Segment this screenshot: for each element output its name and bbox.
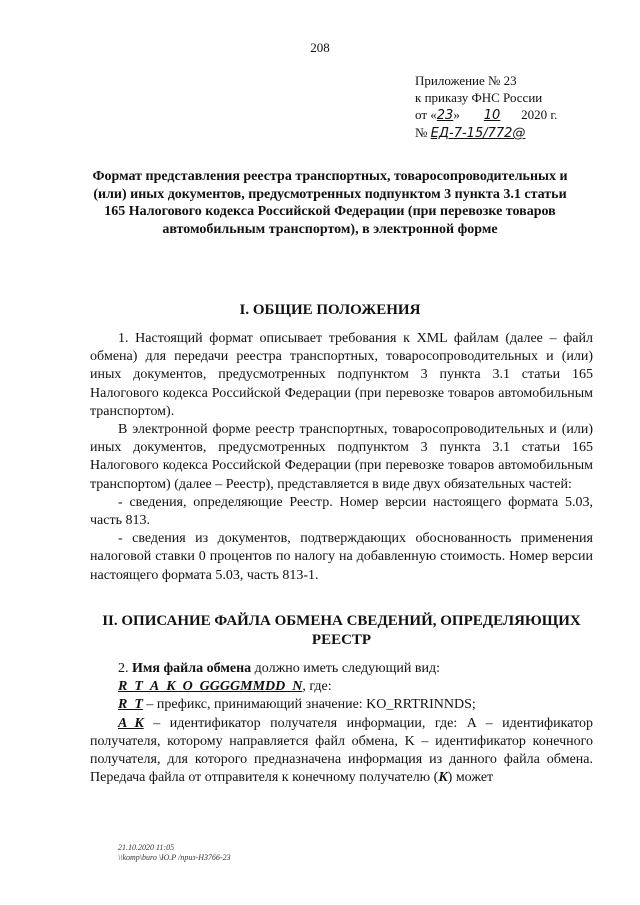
ak-code: A_K bbox=[118, 715, 144, 731]
date-day-handwritten: 23 bbox=[436, 108, 454, 123]
order-number-handwritten: ЕД-7-15/772@ bbox=[430, 126, 526, 141]
page-number: 208 bbox=[310, 40, 330, 55]
date-year: 2020 bbox=[521, 107, 548, 122]
file-name-term: Имя файла обмена bbox=[132, 661, 252, 676]
section-2-heading: II. ОПИСАНИЕ ФАЙЛА ОБМЕНА СВЕДЕНИЙ, ОПРЕДЕЛЯЮЩИХ РЕЕСТР bbox=[102, 613, 581, 648]
document-title: Формат представления реестра транспортных, товаросопроводительных и (или) иных документов, предусмотренных подпунктом 3 пункта 3.1 статьи 165 Налогового кодекса Российской Федерации (при перевозке товаров автомобильным транспортом), в электронной форме bbox=[92, 169, 568, 237]
pattern-suffix: , где: bbox=[302, 679, 332, 695]
prefix-definition bbox=[90, 696, 593, 714]
appendix-line-2: к приказу ФНС России bbox=[415, 90, 543, 105]
file-name-pattern-line bbox=[90, 678, 593, 696]
appendix-date-line bbox=[415, 106, 605, 124]
appendix-line-1: Приложение № 23 bbox=[415, 73, 517, 88]
date-prefix: от bbox=[415, 107, 428, 122]
number-prefix: № bbox=[415, 125, 428, 140]
footer-path: \\komp\buro \Ю.Р /приз-НЗ766-23 bbox=[118, 853, 231, 862]
appendix-block bbox=[415, 72, 605, 142]
file-name-pattern: R_T_A_K_O_GGGGMMDD_N bbox=[118, 679, 303, 695]
section-1-paragraph-4: - сведения из документов, подтверждающих обоснованность применения налоговой ставки 0 процентов по налогу на добавленную стоимость. Номер версии настоящего формата 5.03, часть 813-1. bbox=[90, 531, 593, 583]
date-month-handwritten: 10 bbox=[483, 108, 501, 123]
date-open-quote: « bbox=[430, 107, 437, 122]
section-2-body bbox=[90, 660, 593, 787]
appendix-number-line bbox=[415, 124, 605, 142]
paragraph-number: 2. bbox=[118, 661, 129, 676]
recipient-definition bbox=[90, 715, 593, 788]
section-1-heading: I. ОБЩИЕ ПОЛОЖЕНИЯ bbox=[239, 302, 421, 318]
section-1-paragraph-3: - сведения, определяющие Реестр. Номер версии настоящего формата 5.03, часть 813. bbox=[90, 494, 593, 529]
ak-definition-end: ) может bbox=[447, 770, 494, 786]
date-close-quote: » bbox=[453, 107, 460, 122]
section-1-paragraph-2: В электронной форме реестр транспортных, товаросопроводительных и (или) иных документов, предусмотренных подпунктом 3 пункта 3.1 статьи 165 Налогового кодекса Российской Федерации (при перевозке товаров автомобильным транспортом) (далее – Реестр), представляется в виде двух обязательных частей: bbox=[90, 422, 593, 492]
section-1-paragraph-1: 1. Настоящий формат описывает требования к XML файлам (далее – файл обмена) для передачи реестра транспортных, товаросопроводительных и (или) иных документов, предусмотренных подпунктом 3 пункта 3.1 статьи 165 Налогового кодекса Российской Федерации (при перевозке товаров автомобильным транспортом). bbox=[90, 331, 593, 419]
rt-code: R_T bbox=[118, 697, 143, 713]
section-2-paragraph-1 bbox=[90, 660, 593, 678]
footer-timestamp: 21.10.2020 11:05 bbox=[118, 843, 175, 852]
ak-definition: – идентификатор получателя информации, где: A – идентификатор получателя, которому направляется файл обмена, K – идентификатор конечного получателя, для которого предназначена информация из данного файла обмена. Передача файла от отправителя к конечному получателю ( bbox=[90, 715, 593, 786]
file-name-description: должно иметь следующий вид: bbox=[254, 661, 441, 676]
k-code: K bbox=[438, 770, 448, 786]
date-suffix: г. bbox=[550, 107, 558, 122]
print-footer bbox=[118, 843, 231, 863]
section-1-body bbox=[90, 330, 593, 585]
rt-definition: – префикс, принимающий значение: KO_RRTRINNDS; bbox=[142, 697, 476, 713]
